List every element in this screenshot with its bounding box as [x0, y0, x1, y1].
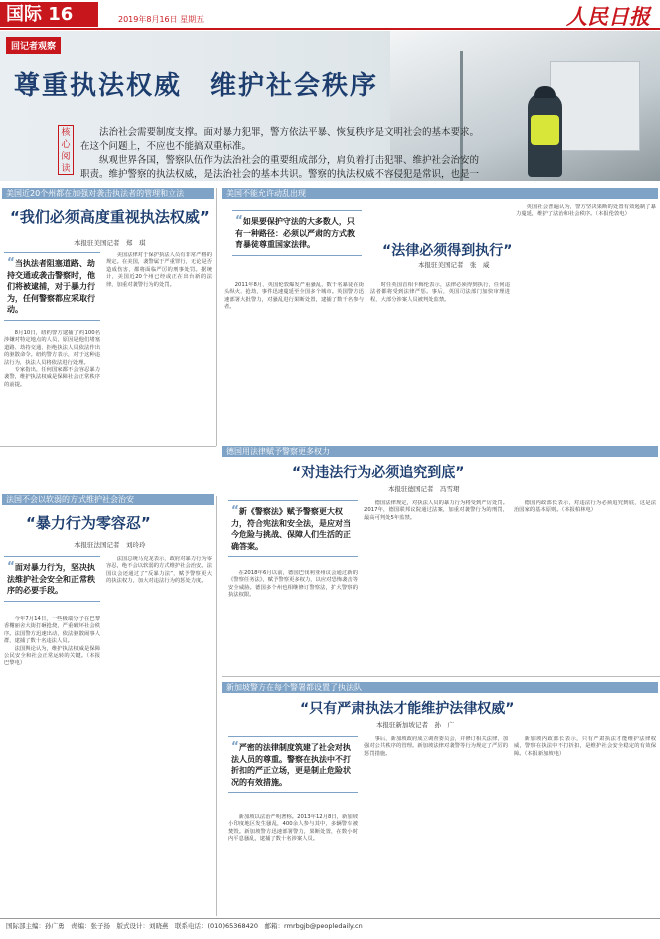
- article-singapore-body-col1: 新加坡以法治严明著称。2013年12月8日，新加坡小印度地区发生骚乱，400余人参与其中，多辆警车被焚毁。新加坡警方迅速部署警力，果断处置，在数小时内平息骚乱，逮捕了数十名涉案人员。: [228, 814, 358, 843]
- quote-mark-icon: “: [231, 503, 239, 517]
- article-germany-body-col1: 在2018年6月以前，德国巴伐利亚州议会通过新的《警察任务法》，赋予警察更多权力，以应对恐怖袭击等安全威胁。德国多个州也相继修订警察法，扩大警察的执法权限。: [228, 570, 358, 599]
- article-uk-body-col3: 英国社会普遍认为，警方坚决果断的处置有效遏制了暴力蔓延，维护了法治和社会秩序。（本报伦敦电）: [516, 204, 656, 218]
- article-france-body-col1: 今年7月14日，一些极端分子在巴黎香榭丽舍大街打砸抢烧，严重破坏社会秩序。法国警方迅速出动，依法驱散闹事人群，逮捕了数十名违法人员。 法国舆论认为，维护执法权威是保障公民安全和社会正常运转的关键。（本报巴黎电）: [4, 616, 100, 667]
- core-reading-text: [80, 126, 480, 181]
- article-singapore-quote: “严密的法律制度筑建了社会对执法人员的尊重。警察在执法中不打折扣的严正立场，更是制止危险状况的有效措施。: [228, 736, 358, 793]
- article-usa-byline: 本报驻美国记者 郑 琪: [74, 239, 146, 247]
- section-divider: [222, 676, 660, 677]
- column-divider: [216, 496, 217, 916]
- column-tag: 回记者观察: [6, 37, 61, 54]
- article-germany-body-col3: 德国内政部长表示，对违法行为必须追究到底，这是法治国家的基本原则。（本报柏林电）: [514, 500, 656, 514]
- article-france-title: “暴力行为零容忍”: [26, 514, 151, 532]
- intro-paragraph: 法治社会需要制度支撑。面对暴力犯罪，警方依法平暴、恢复秩序是文明社会的基本要求。在这个问题上，不应也不能搞双重标准。: [80, 127, 480, 152]
- article-singapore-section: 新加坡警方在每个警署都设置了执法队: [222, 682, 658, 693]
- intro-paragraph: 纵观世界各国，警察队伍作为法治社会的重要组成部分，肩负着打击犯罪、维护社会治安的职责。维护警察的执法权威，是法治社会的基本共识。警察的执法权威不容侵犯是常识，也是一: [80, 155, 480, 180]
- article-usa-quote: “当执法者阻塞道路、劫持交通或袭击警察时，他们将被逮捕，对于暴力行为，任何警察都应采取行动。: [4, 252, 100, 321]
- article-germany-section: 德国用法律赋予警察更多权力: [222, 446, 658, 457]
- article-uk-body-col1: 2011年8月，英国伦敦爆发严重骚乱，数千名暴徒在街头纵火、抢劫，事件迅速蔓延至全国多个城市。英国警方迅速部署大批警力，对骚乱进行果断处置，逮捕了数千名参与者。: [224, 282, 364, 311]
- article-usa-body-col2: 美国法律对于保护执法人员有非常严格的规定。在美国，袭警属于严重罪行，无论是否造成伤害，都将面临严厉的刑事处罚。据统计，美国近20个州已经或正在出台新的法律，加重对袭警行为的处罚。: [106, 252, 212, 288]
- article-uk-byline: 本报驻美国记者 张 威: [418, 261, 490, 269]
- article-singapore-body-col3: 新加坡内政部长表示，只有严肃执法才能维护法律权威，警察在执法中不打折扣，是维护社会安全稳定的有效保障。（本报新加坡电）: [514, 736, 656, 757]
- article-usa-body-col1: 8月10日，纽约警方逮捕了约100名涉嫌对特定地点的人员，原因是他们堵塞道路、劫持交通、拒绝执法人员依法作出的驱散命令。纽约警方表示，对于这种违法行为，执法人员将依法进行处理。 专家指出，任何国家都不会容忍暴力袭警，维护执法权威是保障社会正常秩序的前提。: [4, 330, 100, 388]
- page-masthead: [0, 0, 660, 30]
- article-uk-quote: “如果要保护守法的大多数人，只有一种路径：必须以严肃的方式教育暴徒尊重国家法律。: [232, 210, 362, 256]
- newspaper-logo: 人民日报: [566, 4, 650, 29]
- article-germany-body-col2: 德国法律规定，对执法人员的暴力行为将受到严厉处罚。2017年，德国联邦议院通过法案，加重对袭警行为的刑罚，最高可判处5年监禁。: [364, 500, 508, 521]
- article-singapore-byline: 本报驻新加坡记者 孙 广: [376, 721, 454, 729]
- article-usa-title: “我们必须高度重视执法权威”: [10, 208, 210, 226]
- building-shape: [550, 61, 640, 151]
- quote-mark-icon: “: [231, 739, 239, 753]
- section-divider: [0, 446, 216, 447]
- page-footer: 国际部主编：孙广勇 责编：张子扬 版式设计：刘晓燕 联系电话：(010)65368420 邮箱：rmrbgjb@peopledaily.cn: [0, 918, 660, 939]
- article-germany-quote: “新《警察法》赋予警察更大权力，符合宪法和安全法，是应对当今危险与挑战、保障人们生活的正确答案。: [228, 500, 358, 557]
- quote-mark-icon: “: [7, 559, 15, 573]
- issue-date: 2019年8月16日 星期五: [118, 15, 205, 24]
- article-germany-byline: 本报驻德国记者 冯雪珺: [388, 485, 460, 493]
- section-label: 国际 16: [0, 2, 98, 27]
- article-uk-body-col2: 时任英国首相卡梅伦表示，法律必须得到执行，任何违法者都将受到法律严惩。事后，英国司法部门加快审理进程，大部分涉案人员被判处监禁。: [370, 282, 510, 303]
- page-title: 尊重执法权威 维护社会秩序: [14, 71, 379, 101]
- article-usa-section: 美国近20个州都在加强对袭击执法者的管理和立法: [2, 188, 214, 199]
- quote-mark-icon: “: [7, 255, 15, 269]
- core-reading-label: 核心阅读: [58, 125, 74, 175]
- hero-banner: [0, 31, 660, 181]
- article-france-byline: 本报驻法国记者 刘玲玲: [74, 541, 146, 549]
- article-france-section: 法国不会以软弱的方式维护社会治安: [2, 494, 214, 505]
- article-uk-section: 美国不能允许动乱出现: [222, 188, 658, 199]
- column-divider: [216, 188, 217, 446]
- officer-cap: [534, 86, 556, 98]
- reflective-vest: [531, 115, 559, 145]
- article-france-body-col2: 法国总统马克龙表示，政府对暴力行为零容忍，绝不会以软弱的方式维护社会治安。法国议会还通过了“反暴力法”，赋予警察更大的执法权力，加大对违法行为的惩处力度。: [106, 556, 212, 585]
- article-france-quote: “面对暴力行为，坚决执法维护社会安全和正常秩序的必要手段。: [4, 556, 100, 602]
- quote-mark-icon: “: [235, 213, 243, 227]
- article-singapore-title: “只有严肃执法才能维护法律权威”: [300, 701, 515, 717]
- article-germany-title: “对违法行为必须追究到底”: [292, 465, 465, 481]
- article-uk-title: “法律必须得到执行”: [382, 243, 513, 259]
- article-singapore-body-col2: 事后，新加坡政府成立调查委员会，并修订相关法律，加强对公共秩序的管理。新加坡法律对袭警等行为规定了严厉的惩罚措施。: [364, 736, 508, 757]
